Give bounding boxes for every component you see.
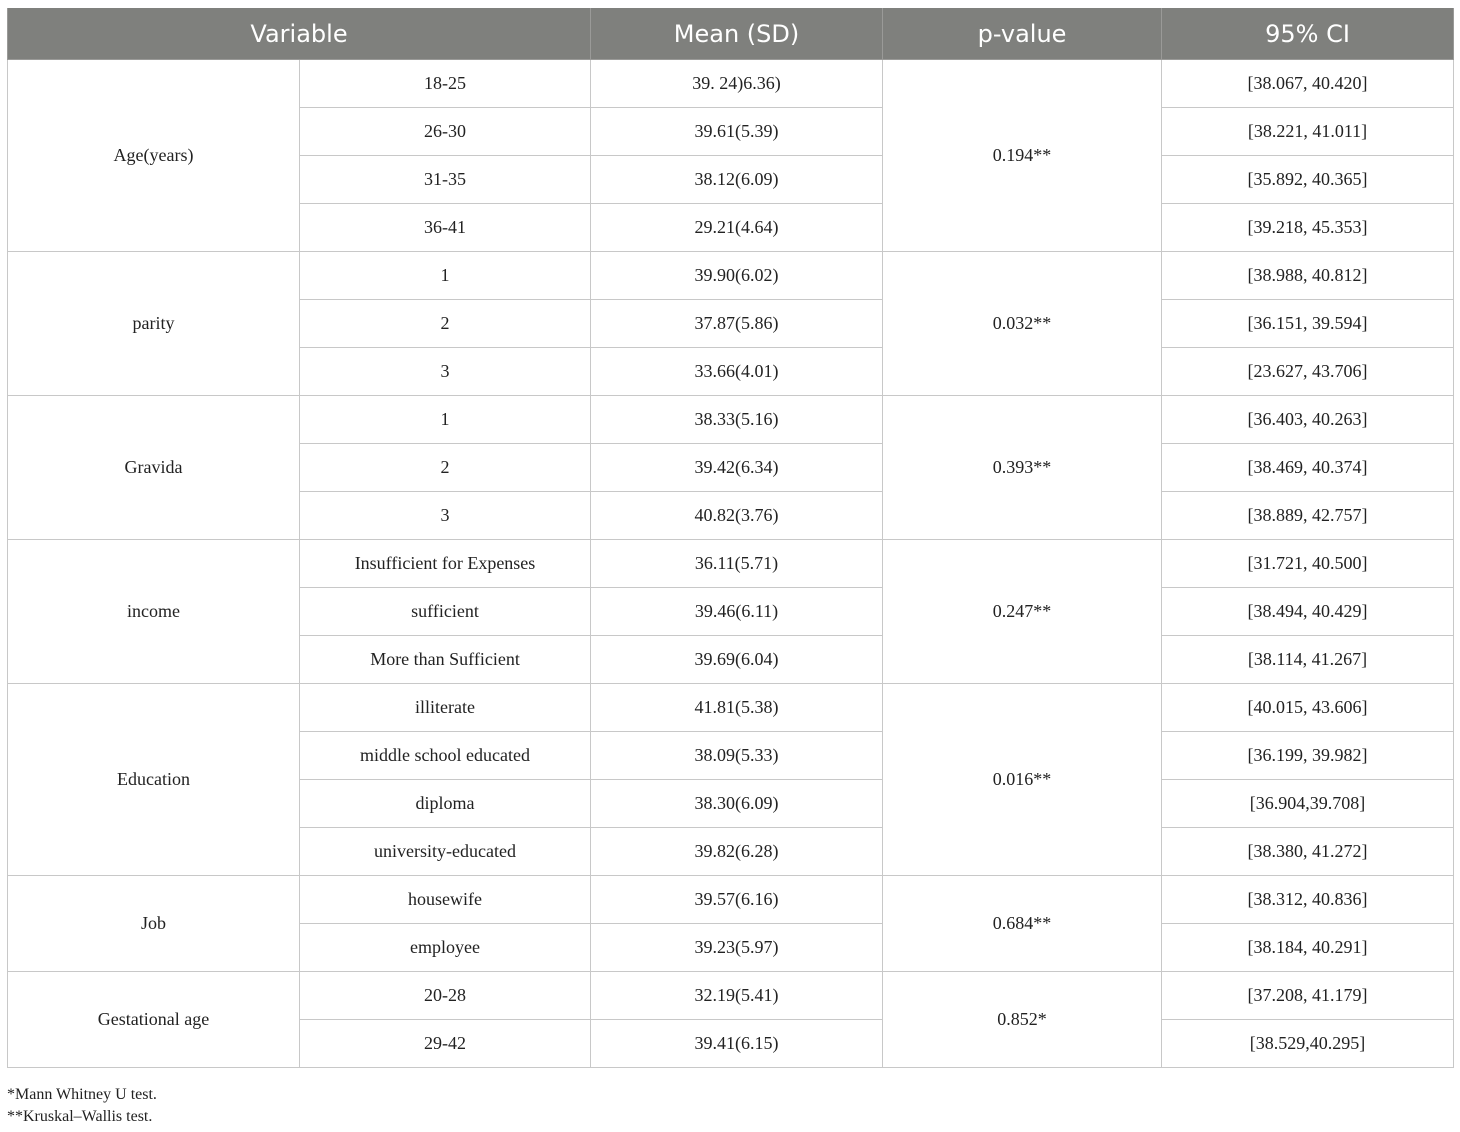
header-variable: Variable: [8, 8, 591, 60]
ci-cell: [36.904,39.708]: [1162, 780, 1454, 828]
p-value-cell: 0.684**: [883, 876, 1162, 972]
variable-cell: Education: [8, 684, 300, 876]
table-row: [8, 876, 1454, 924]
p-value-cell: 0.032**: [883, 252, 1162, 396]
ci-cell: [36.151, 39.594]: [1162, 300, 1454, 348]
level-cell: 20-28: [300, 972, 591, 1020]
header-mean-sd: Mean (SD): [591, 8, 883, 60]
variable-cell: Job: [8, 876, 300, 972]
ci-cell: [38.889, 42.757]: [1162, 492, 1454, 540]
level-cell: middle school educated: [300, 732, 591, 780]
ci-cell: [31.721, 40.500]: [1162, 540, 1454, 588]
level-cell: 18-25: [300, 60, 591, 108]
variable-cell: Gestational age: [8, 972, 300, 1068]
ci-cell: [36.403, 40.263]: [1162, 396, 1454, 444]
level-cell: 1: [300, 396, 591, 444]
level-cell: 2: [300, 444, 591, 492]
mean-sd-cell: 39.46(6.11): [591, 588, 883, 636]
footnote-kruskal-wallis: **Kruskal–Wallis test.: [7, 1108, 153, 1125]
p-value-cell: 0.194**: [883, 60, 1162, 252]
ci-cell: [38.380, 41.272]: [1162, 828, 1454, 876]
ci-cell: [40.015, 43.606]: [1162, 684, 1454, 732]
header-ci: 95% CI: [1162, 8, 1454, 60]
mean-sd-cell: 39. 24)6.36): [591, 60, 883, 108]
level-cell: 29-42: [300, 1020, 591, 1068]
variable-cell: income: [8, 540, 300, 684]
header-p-value: p-value: [883, 8, 1162, 60]
table-row: [8, 684, 1454, 732]
table-row: [8, 396, 1454, 444]
ci-cell: [39.218, 45.353]: [1162, 204, 1454, 252]
level-cell: illiterate: [300, 684, 591, 732]
level-cell: diploma: [300, 780, 591, 828]
ci-cell: [38.988, 40.812]: [1162, 252, 1454, 300]
mean-sd-cell: 39.90(6.02): [591, 252, 883, 300]
header-row: [8, 8, 1454, 60]
level-cell: sufficient: [300, 588, 591, 636]
ci-cell: [38.529,40.295]: [1162, 1020, 1454, 1068]
table-body: [8, 60, 1454, 1068]
mean-sd-cell: 38.12(6.09): [591, 156, 883, 204]
level-cell: 3: [300, 348, 591, 396]
level-cell: 1: [300, 252, 591, 300]
level-cell: 31-35: [300, 156, 591, 204]
mean-sd-cell: 41.81(5.38): [591, 684, 883, 732]
table-header: [8, 8, 1454, 60]
ci-cell: [36.199, 39.982]: [1162, 732, 1454, 780]
mean-sd-cell: 40.82(3.76): [591, 492, 883, 540]
mean-sd-cell: 39.69(6.04): [591, 636, 883, 684]
p-value-cell: 0.393**: [883, 396, 1162, 540]
mean-sd-cell: 39.41(6.15): [591, 1020, 883, 1068]
ci-cell: [38.469, 40.374]: [1162, 444, 1454, 492]
level-cell: More than Sufficient: [300, 636, 591, 684]
table-row: [8, 252, 1454, 300]
level-cell: 36-41: [300, 204, 591, 252]
p-value-cell: 0.247**: [883, 540, 1162, 684]
ci-cell: [38.067, 40.420]: [1162, 60, 1454, 108]
mean-sd-cell: 38.09(5.33): [591, 732, 883, 780]
mean-sd-cell: 36.11(5.71): [591, 540, 883, 588]
ci-cell: [38.221, 41.011]: [1162, 108, 1454, 156]
footnotes: [7, 1084, 157, 1128]
mean-sd-cell: 39.57(6.16): [591, 876, 883, 924]
mean-sd-cell: 37.87(5.86): [591, 300, 883, 348]
level-cell: 2: [300, 300, 591, 348]
variable-cell: parity: [8, 252, 300, 396]
mean-sd-cell: 39.82(6.28): [591, 828, 883, 876]
ci-cell: [38.114, 41.267]: [1162, 636, 1454, 684]
mean-sd-cell: 32.19(5.41): [591, 972, 883, 1020]
level-cell: 3: [300, 492, 591, 540]
level-cell: university-educated: [300, 828, 591, 876]
mean-sd-cell: 38.33(5.16): [591, 396, 883, 444]
mean-sd-cell: 39.42(6.34): [591, 444, 883, 492]
footnote-mann-whitney: *Mann Whitney U test.: [7, 1086, 157, 1103]
table-row: [8, 60, 1454, 108]
level-cell: housewife: [300, 876, 591, 924]
p-value-cell: 0.852*: [883, 972, 1162, 1068]
results-table: [7, 8, 1454, 1068]
level-cell: 26-30: [300, 108, 591, 156]
variable-cell: Age(years): [8, 60, 300, 252]
ci-cell: [38.494, 40.429]: [1162, 588, 1454, 636]
ci-cell: [37.208, 41.179]: [1162, 972, 1454, 1020]
results-table-container: [7, 8, 1453, 1068]
p-value-cell: 0.016**: [883, 684, 1162, 876]
table-row: [8, 540, 1454, 588]
mean-sd-cell: 38.30(6.09): [591, 780, 883, 828]
ci-cell: [38.312, 40.836]: [1162, 876, 1454, 924]
mean-sd-cell: 39.61(5.39): [591, 108, 883, 156]
mean-sd-cell: 33.66(4.01): [591, 348, 883, 396]
ci-cell: [38.184, 40.291]: [1162, 924, 1454, 972]
mean-sd-cell: 39.23(5.97): [591, 924, 883, 972]
variable-cell: Gravida: [8, 396, 300, 540]
level-cell: employee: [300, 924, 591, 972]
table-row: [8, 972, 1454, 1020]
ci-cell: [23.627, 43.706]: [1162, 348, 1454, 396]
mean-sd-cell: 29.21(4.64): [591, 204, 883, 252]
ci-cell: [35.892, 40.365]: [1162, 156, 1454, 204]
level-cell: Insufficient for Expenses: [300, 540, 591, 588]
